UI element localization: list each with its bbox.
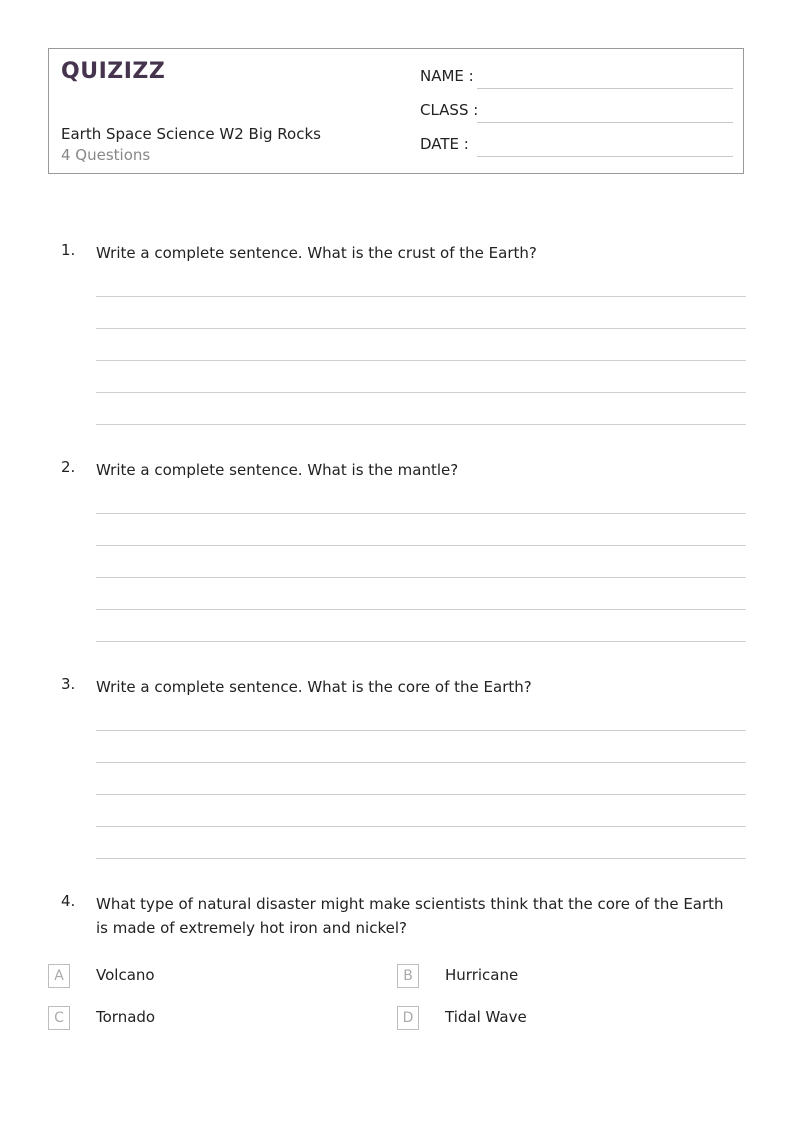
date-label: DATE : bbox=[420, 135, 469, 153]
option-letter-box[interactable]: A bbox=[48, 964, 70, 988]
question-number: 1. bbox=[61, 241, 76, 259]
answer-line[interactable] bbox=[96, 513, 746, 514]
question-number: 4. bbox=[61, 892, 76, 910]
worksheet-title: Earth Space Science W2 Big Rocks bbox=[61, 125, 321, 143]
date-line[interactable] bbox=[477, 156, 733, 157]
class-label: CLASS : bbox=[420, 101, 479, 119]
answer-line[interactable] bbox=[96, 730, 746, 731]
answer-line[interactable] bbox=[96, 296, 746, 297]
answer-line[interactable] bbox=[96, 762, 746, 763]
answer-line[interactable] bbox=[96, 826, 746, 827]
question-text: What type of natural disaster might make scientists think that the core of the Earth is made of extremely hot iron and nickel? bbox=[96, 895, 724, 937]
class-field[interactable] bbox=[420, 101, 733, 123]
answer-line[interactable] bbox=[96, 424, 746, 425]
answer-line[interactable] bbox=[96, 858, 746, 859]
option-text[interactable]: Hurricane bbox=[445, 966, 519, 984]
answer-line[interactable] bbox=[96, 641, 746, 642]
option-text[interactable]: Volcano bbox=[96, 966, 155, 984]
answer-line[interactable] bbox=[96, 328, 746, 329]
option-letter-box[interactable]: B bbox=[397, 964, 419, 988]
answer-line[interactable] bbox=[96, 609, 746, 610]
worksheet-header bbox=[48, 48, 744, 174]
question-count: 4 Questions bbox=[61, 146, 151, 164]
question-text: Write a complete sentence. What is the mantle? bbox=[96, 461, 459, 479]
name-line[interactable] bbox=[477, 88, 733, 89]
option-text[interactable]: Tidal Wave bbox=[445, 1008, 527, 1026]
question-number: 2. bbox=[61, 458, 76, 476]
date-field[interactable] bbox=[420, 135, 733, 157]
option-letter-box[interactable]: C bbox=[48, 1006, 70, 1030]
answer-line[interactable] bbox=[96, 360, 746, 361]
answer-line[interactable] bbox=[96, 794, 746, 795]
question-text: Write a complete sentence. What is the core of the Earth? bbox=[96, 678, 532, 696]
class-line[interactable] bbox=[477, 122, 733, 123]
question-text: Write a complete sentence. What is the crust of the Earth? bbox=[96, 244, 537, 262]
answer-line[interactable] bbox=[96, 545, 746, 546]
answer-line[interactable] bbox=[96, 577, 746, 578]
answer-line[interactable] bbox=[96, 392, 746, 393]
question-number: 3. bbox=[61, 675, 76, 693]
name-field[interactable] bbox=[420, 67, 733, 89]
option-letter-box[interactable]: D bbox=[397, 1006, 419, 1030]
option-text[interactable]: Tornado bbox=[96, 1008, 156, 1026]
name-label: NAME : bbox=[420, 67, 474, 85]
quizizz-logo: QUIZIZZ bbox=[61, 59, 166, 84]
